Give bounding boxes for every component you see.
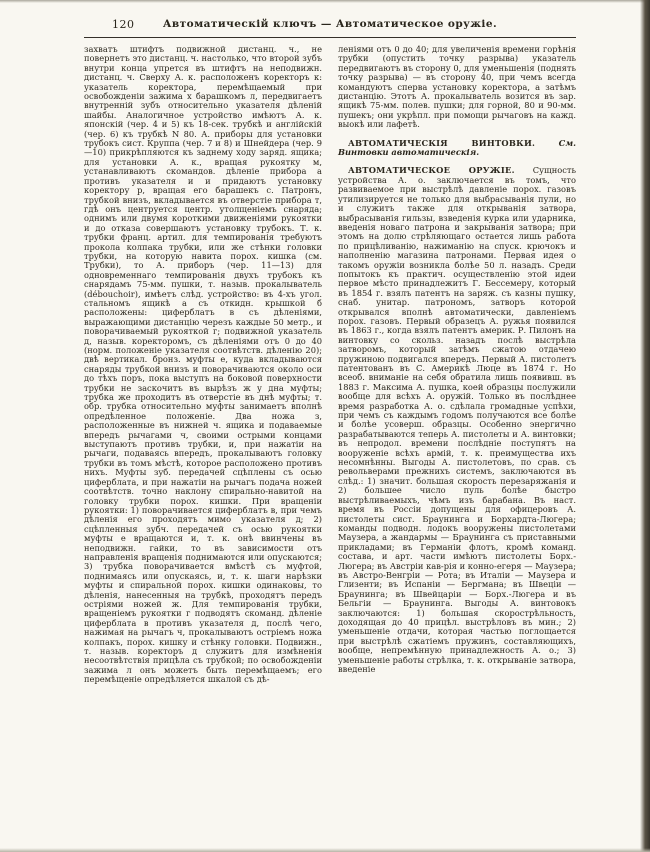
entry-avtomaticheskoe-oruzhie [338,166,576,674]
article-text-continuation: леніями отъ 0 до 40; для увеличенія времени горѣнія трубки (опустить точку разрыва) указатель передвигаютъ въ сторону 0, для уменьшенія (поднять точку разрыва) — въ сторону 40, при чемъ всегда командуютъ сперва установку коректора, а затѣмъ дистанцію. Этотъ А. прокалыватель возится въ зар. ящикѣ 75-мм. полев. пушки; для горной, 80 и 90-мм. пушекъ; они укрѣпл. при помощи рычаговъ на кажд. выокѣ или лафетѣ. [338,45,576,130]
entry-term: АВТОМАТИЧЕСКОЕ ОРУЖІЕ. [348,165,515,176]
running-title: Автоматическій ключъ — Автоматическое оружіе. [162,18,498,30]
page-header [0,0,650,33]
entry-crossref: См. Винтовки автоматическія. [338,137,576,158]
article-text-left: захватъ штифтъ подвижной дистанц. ч., не повернетъ это дистанц. ч. настолько, что второй зубъ внутри конца упрется въ штифтъ на неподвижн. дистанц. ч. Сверху А. к. расположенъ коректоръ к: указатель коректора, перемѣщаемый при освобожденіи зажима х барашкомъ л, передвигаетъ внутренній зубъ относительно указателя дѣленій шайбы. Аналогичное устройство имѣютъ А. к. японскій (чер. 4 и 5) къ 18-сек. трубкѣ и англійскій (чер. 6) къ трубкѣ N 80. А. приборы для установки трубокъ сист. Круппа (чер. 7 и 8) и Шнейдера (чер. 9—10) прикрѣпляются къ заднему ходу заряд. ящика; для установки А. к., вращая рукоятку м, устанавливаютъ скомандов. дѣленіе прибора а противъ указателя и и придаютъ установку коректору р, вращая его барашекъ с. Патронъ, трубкой внизъ, вкладывается въ отверстіе прибора т, гдѣ онъ центруется центр. утолщеніемъ снаряда; однимъ или двумя короткими движеніями рукоятки и до отказа совершаютъ установку трубокъ. Т. к. трубки франц. артил. для темпированія требуютъ прокола колпака трубки, или же стѣнки головки трубки, на которую навита порох. кишка (см. Трубки), то А. приборъ (чер. 11—13) для одновременнаго темпированія двухъ трубокъ къ снарядамъ 75-мм. пушки, т. назыв. прокалыватель (débouchoir), имѣетъ слѣд. устройство: въ 4-хъ угол. стальномъ ящикѣ а съ откидн. крышкой б расположены: циферблатъ в съ дѣленіями, выражающими дистанцію черезъ каждые 50 метр., и поворачиваемый рукояткой г; подвижной указатель д, назыв. коректоромъ, съ дѣленіями отъ 0 до 40 (норм. положеніе указателя соотвѣтств. дѣленію 20); двѣ вертикал. бронз. муфты е, куда вкладываются снаряды трубкой внизъ и поворачиваются около оси до тѣхъ поръ, пока выступъ на боковой поверхности трубки не заскочитъ въ вырѣзъ ж у дна муфты; трубка же проходитъ въ отверстіе въ днѣ муфты; т. обр. трубка относительно муфты занимаетъ вполнѣ опредѣленное положеніе. Два ножа з, расположенные въ нижней ч. ящика и подаваемые впередъ рычагами ч, своими острыми концами выступаютъ противъ трубки, и, при нажатіи на рычаги, подаваясь впередъ, прокалываютъ головку трубки въ томъ мѣстѣ, которое расположено противъ нихъ. Муфты зуб. передачей сцѣплены съ осью циферблата, и при нажатіи на рычагъ подача ножей соотвѣтств. точно наклону спирально-навитой на головку трубки порох. кишки. При вращеніи рукоятки: 1) поворачивается циферблатъ в, при чемъ дѣленія его проходятъ мимо указателя д; 2) сцѣпленныя зубч. передачей съ осью рукоятки муфты е вращаются и, т. к. онѣ ввинчены въ неподвижн. гайки, то въ зависимости отъ направленія вращенія поднимаются или опускаются; 3) трубка поворачивается вмѣстѣ съ муфтой, поднимаясь или опускаясь, и, т. к. шаги нарѣзки муфты и спиральной порох. кишки одинаковы, то дѣленія, нанесенныя на трубкѣ, проходятъ передъ остріями ножей ж. Для темпированія трубки, вращеніемъ рукоятки г подводятъ скоманд. дѣленіе циферблата в противъ указателя д, послѣ чего, нажимая на рычагъ ч, прокалываютъ остріемъ ножа колпакъ, порох. кишку и стѣнку головки. Подвижн., т. назыв. коректоръ д служитъ для измѣненія несоотвѣтствія прицѣла съ трубкой; по освобожденіи зажима л онъ можетъ быть перемѣщаемъ; его перемѣщеніе опредѣляется шкалой съ дѣ- [84,45,322,685]
scan-bottom-edge [0,848,650,852]
page-number: 120 [112,18,135,31]
right-column [338,45,576,835]
header-rule [84,37,576,38]
scan-right-edge-shadow [640,0,650,852]
left-column [84,45,322,835]
entry-avtomaticheskiya-vintovki [338,139,576,158]
entry-body: Сущность устройства А. о. заключается въ томъ, что развиваемое при выстрѣлѣ давленіе порох. газовъ утилизируется не только для выбрасыванія пули, но и служитъ также для открыванія затвора, выбрасыванія гильзы, взведенія курка или ударника, введенія новаго патрона и закрыванія затвора; при этомъ на долю стрѣляющаго остается лишь работа по прицѣливанію, нажиманію на спуск. крючокъ и наполненію магазина патронами. Первая идея о такомъ оружіи возникла болѣе 50 л. назадъ. Среди попытокъ къ практич. осуществленію этой идеи первое мѣсто принадлежитъ Г. Бессемеру, который въ 1854 г. взялъ патентъ на заряж. съ казны пушку, снаб. унитар. патрономъ, затворъ которой открывался вполнѣ автоматически, давленіемъ порох. газовъ. Первый образецъ А. ружья появился въ 1863 г., когда взялъ патентъ америк. Р. Пилонъ на винтовку со скольз. назадъ послѣ выстрѣла затворомъ, который затѣмъ сжатою отдачею пружиною подвигался впередъ. Первый А. пистолетъ патентованъ въ С. Америкѣ Люце въ 1874 г. Но всеоб. вниманіе на себя обратила лишь появивш. въ 1883 г. Максима А. пушка, коей образцы послужили вообще для всѣхъ А. оружій. Только въ послѣднее время разработка А. о. сдѣлала громадные успѣхи, при чемъ съ каждымъ годомъ получаются все болѣе и болѣе усоверш. образцы. Особенно энергично разрабатываются теперь А. пистолеты и А. винтовки; въ непродол. времени послѣдніе поступятъ на вооруженіе всѣхъ армій, т. к. преимущества ихъ несомнѣнны. Выгоды А. пистолетовъ, по срав. съ револьверами прежнихъ системъ, заключаются въ слѣд.: 1) значит. большая скорость перезаряжанія и 2) большее число пуль болѣе быстро выстрѣливаемыхъ, чѣмъ изъ барабана. Въ наст. время въ Россіи допущены для офицеровъ А. пистолеты сист. Браунинга и Борхардта-Люгера; команды подводн. лодокъ вооружены пистолетами Маузера, а жандармы — Браунинга съ приставными прикладами; въ Германіи флотъ, кромѣ команд. состава, и арт. части имѣютъ пистолеты Борх.-Люгера; въ Австріи кав-рія и конно-егеря — Маузера; въ Австро-Венгріи — Рота; въ Италіи — Маузера и Глизенти; въ Испаніи — Бергмана; въ Швеціи — Браунинга; въ Швейцаріи — Борх.-Люгера и въ Бельгіи — Браунинга. Выгоды А. винтовокъ заключаются: 1) большая скорострѣльность, доходящая до 40 прицѣл. выстрѣловъ въ мин.; 2) уменьшеніе отдачи, которая частью поглощается при выстрѣлѣ сжатіемъ пружинъ, составляющихъ, вообще, непремѣнную принадлежность А. о.; 3) уменьшеніе работы стрѣлка, т. к. открываніе затвора, введеніе [338,165,576,674]
entry-term: АВТОМАТИЧЕСКІЯ ВИНТОВКИ. [348,137,536,148]
text-columns [84,45,576,835]
